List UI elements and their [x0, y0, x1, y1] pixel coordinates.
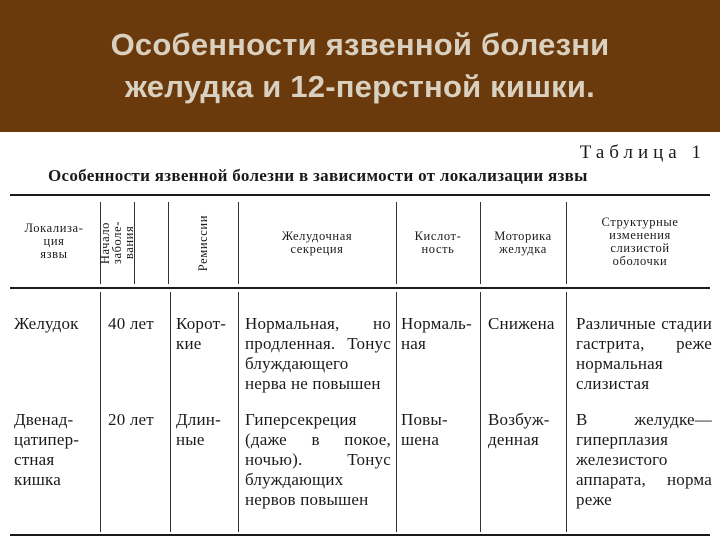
row2-acidity: Повы- шена [401, 410, 448, 449]
row1-motility: Снижена [488, 314, 555, 333]
row2-remission: Длин- ные [176, 410, 221, 449]
table-number: Таблица 1 [579, 142, 706, 163]
table-bottom-rule [10, 534, 710, 536]
table-caption: Особенности язвенной болезни в зависимости от локализации язвы [48, 166, 588, 185]
row1-secretion: Нормальная, но продленная. Тонус блуждающего нерва не повышен [245, 314, 391, 393]
row1-acidity: Нормаль- ная [401, 314, 472, 353]
row2-onset: 20 лет [108, 410, 154, 429]
slide-title-line-2: желудка и 12-перстной кишки. [125, 69, 595, 104]
row1-onset: 40 лет [108, 314, 154, 333]
column-divider [566, 292, 567, 532]
scanned-table-document [0, 132, 720, 540]
header-onset: Начало заболе- вания [98, 221, 136, 265]
header-motility: Моторика желудка [494, 229, 552, 256]
row2-secretion: Гиперсекреция (даже в покое, ночью). Тонус блуждающих нервов повышен [245, 410, 391, 509]
row2-location: Двенад- цатипер- стная кишка [14, 410, 80, 489]
table-top-rule [10, 194, 710, 196]
column-divider [100, 292, 101, 532]
header-onset-wrap [100, 202, 134, 284]
column-divider [480, 292, 481, 532]
column-divider [170, 292, 171, 532]
column-divider [396, 292, 397, 532]
slide-title-line-1: Особенности язвенной болезни [110, 27, 610, 62]
header-secretion: Желудочная секреция [281, 229, 353, 256]
column-divider [566, 202, 567, 284]
title-banner [0, 0, 720, 132]
header-remission: Ремиссии [196, 214, 210, 272]
column-divider [480, 202, 481, 284]
header-structural: Структурные изменения слизистой оболочки [601, 215, 679, 268]
row1-location: Желудок [14, 314, 79, 333]
column-divider [238, 292, 239, 532]
header-location: Локализа- ция язвы [24, 221, 84, 261]
row1-remission: Корот- кие [176, 314, 227, 353]
column-divider [396, 202, 397, 284]
row2-structural: В желудке—гиперплазия железистого аппарата, норма реже [576, 410, 712, 509]
column-divider [238, 202, 239, 284]
row1-structural: Различные стадии гастрита, реже нормальная слизистая [576, 314, 712, 393]
header-acidity: Кислот- ность [414, 229, 462, 256]
table-header-rule [10, 287, 710, 289]
row2-motility: Возбуж- денная [488, 410, 550, 449]
header-remission-wrap [168, 202, 238, 284]
